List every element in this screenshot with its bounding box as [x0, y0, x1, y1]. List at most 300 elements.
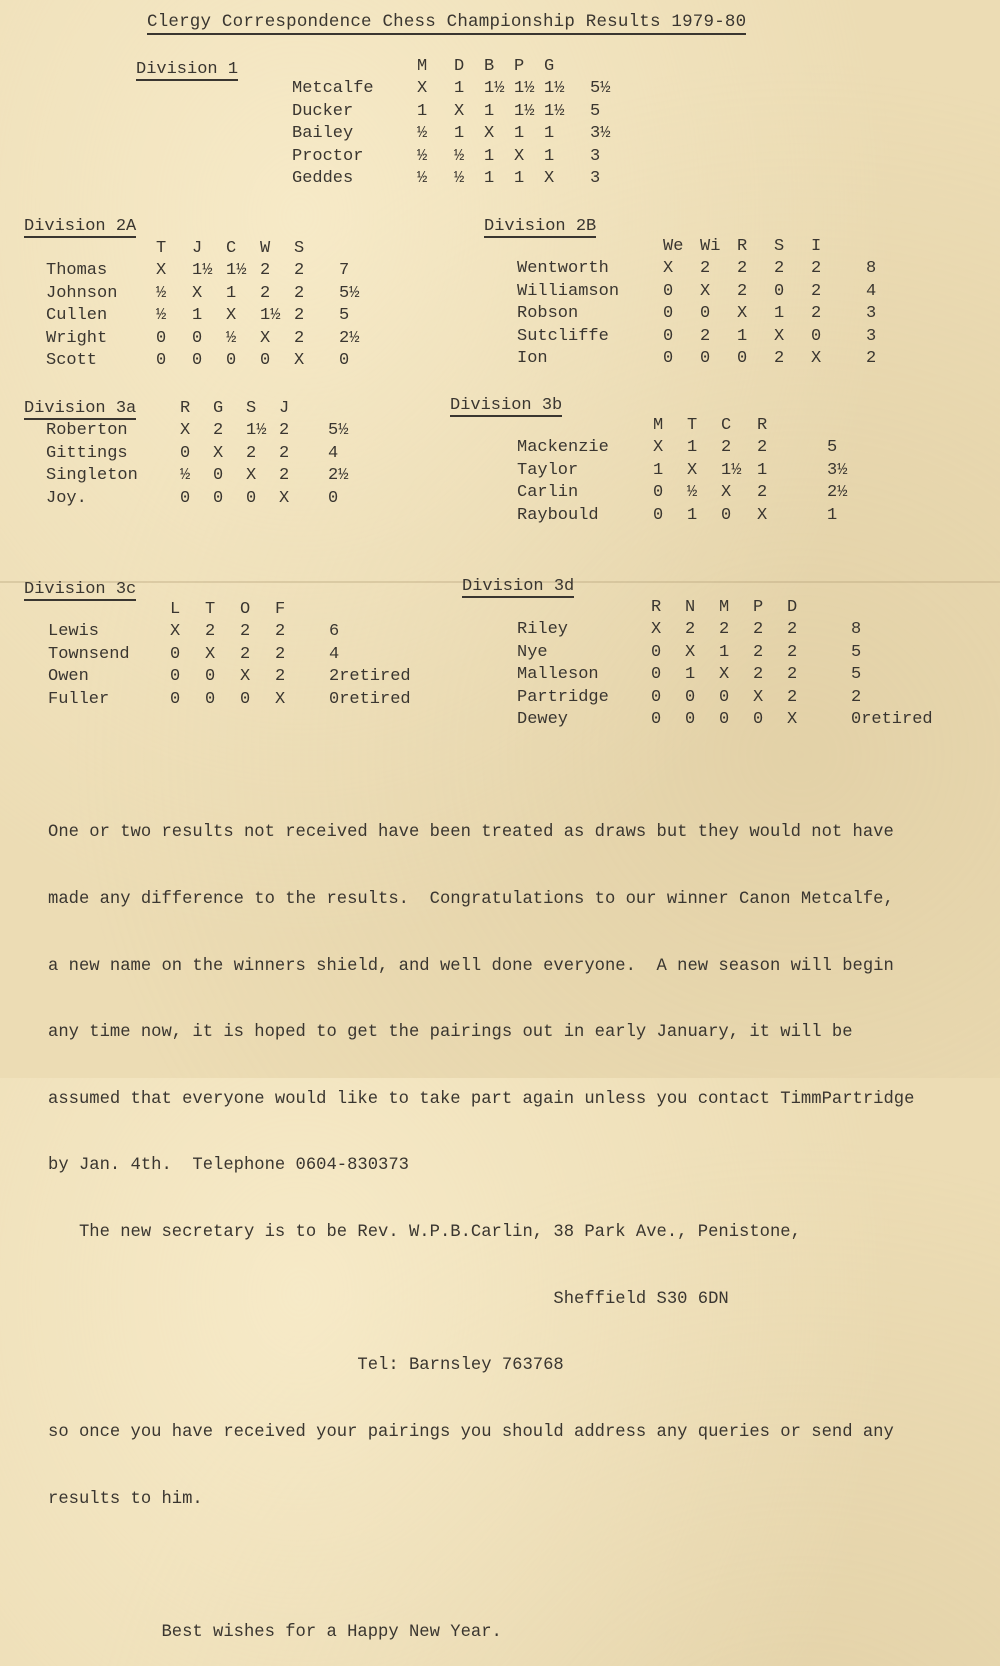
total-score: 5½	[590, 79, 611, 99]
column-header: C	[226, 239, 237, 258]
total-score: 5	[827, 438, 838, 458]
total-score: 3½	[590, 124, 611, 144]
score-cell: X	[811, 349, 822, 369]
score-cell: 1	[514, 169, 525, 189]
score-cell: 0	[180, 488, 191, 508]
total-score: 2	[329, 667, 340, 687]
total-score: 7	[339, 261, 350, 281]
score-cell: 1	[737, 326, 748, 346]
division-3b-heading: Division 3b	[450, 396, 563, 415]
score-cell: 2	[240, 644, 251, 664]
total-score: 0	[851, 710, 862, 730]
score-cell: 0	[721, 505, 732, 525]
score-cell: X	[787, 710, 798, 730]
score-cell: 2	[753, 665, 764, 685]
score-cell: 2	[774, 259, 785, 279]
closing-line: a new name on the winners shield, and well done everyone. A new season will begin	[48, 956, 894, 976]
player-row	[46, 465, 348, 487]
column-header: We	[663, 237, 684, 256]
player-row	[517, 437, 847, 459]
score-cell: 1	[757, 460, 768, 480]
score-cell: X	[226, 306, 237, 326]
closing-line: Sheffield S30 6DN	[48, 1289, 729, 1309]
division-3a-heading: Division 3a	[24, 399, 137, 418]
score-cell: X	[170, 622, 181, 642]
player-name: Proctor	[292, 146, 364, 166]
status-note	[861, 687, 932, 709]
score-cell: X	[484, 124, 495, 144]
player-name: Wright	[46, 328, 108, 348]
total-score: 8	[866, 259, 877, 279]
score-cell: 0	[811, 326, 822, 346]
score-cell: 2	[685, 620, 696, 640]
score-cell: X	[454, 101, 465, 121]
score-cell: 0	[653, 505, 664, 525]
score-cell: 1½	[514, 79, 535, 99]
total-score: 2	[866, 349, 877, 369]
player-name: Mackenzie	[517, 438, 609, 458]
score-cell: ½	[226, 328, 237, 348]
score-cell: 0	[226, 351, 237, 371]
score-cell: ½	[417, 169, 428, 189]
player-name: Geddes	[292, 169, 354, 189]
total-score: 5½	[339, 283, 360, 303]
score-cell: 2	[279, 421, 290, 441]
score-cell: 1½	[192, 261, 213, 281]
status-note	[339, 644, 410, 666]
score-cell: ½	[180, 466, 191, 486]
score-cell: 0	[156, 328, 167, 348]
score-cell: 2	[811, 259, 822, 279]
score-cell: 2	[787, 620, 798, 640]
score-cell: X	[753, 687, 764, 707]
total-score: 3	[866, 326, 877, 346]
score-cell: 1	[719, 642, 730, 662]
column-header: S	[774, 237, 785, 256]
score-cell: X	[687, 460, 698, 480]
score-cell: 0	[663, 349, 674, 369]
score-cell: 0	[663, 304, 674, 324]
score-cell: 1	[687, 505, 698, 525]
score-cell: 0	[753, 710, 764, 730]
score-cell: 1	[454, 124, 465, 144]
score-cell: 1	[484, 101, 495, 121]
player-row	[517, 326, 876, 348]
score-cell: 0	[180, 443, 191, 463]
score-cell: 0	[170, 644, 181, 664]
score-cell: 0	[653, 483, 664, 503]
score-cell: 2	[275, 622, 286, 642]
player-row	[46, 283, 359, 305]
total-score: 0	[339, 351, 350, 371]
score-cell: 0	[700, 304, 711, 324]
score-cell: 1	[514, 124, 525, 144]
score-cell: 0	[685, 687, 696, 707]
player-name: Carlin	[517, 483, 579, 503]
player-row	[517, 281, 876, 303]
score-cell: 0	[685, 710, 696, 730]
score-cell: 2	[757, 483, 768, 503]
score-cell: 0	[170, 689, 181, 709]
score-cell: 0	[192, 328, 203, 348]
player-row	[292, 123, 610, 145]
score-cell: X	[294, 351, 305, 371]
score-cell: 0	[663, 281, 674, 301]
player-row	[46, 260, 359, 282]
total-score: 5	[590, 101, 601, 121]
player-name: Robson	[517, 304, 579, 324]
player-row	[46, 350, 359, 372]
closing-line: by Jan. 4th. Telephone 0604-830373	[48, 1156, 409, 1176]
column-header: T	[205, 600, 216, 619]
score-cell: 2	[240, 622, 251, 642]
score-cell: 1	[484, 169, 495, 189]
player-name: Townsend	[48, 644, 130, 664]
score-cell: 2	[279, 466, 290, 486]
score-cell: 2	[774, 349, 785, 369]
player-row	[517, 460, 847, 482]
closing-line: results to him.	[48, 1489, 203, 1509]
score-cell: 2	[700, 259, 711, 279]
score-cell: 0	[719, 710, 730, 730]
closing-line: so once you have received your pairings you should address any queries or send any	[48, 1422, 894, 1442]
player-row	[517, 258, 876, 280]
score-cell: X	[213, 443, 224, 463]
player-row	[517, 642, 933, 664]
score-cell: ½	[417, 124, 428, 144]
score-cell: 2	[275, 667, 286, 687]
total-score: 4	[866, 281, 877, 301]
score-cell: 0	[774, 281, 785, 301]
status-note: retired	[861, 710, 933, 730]
column-header: R	[757, 416, 768, 435]
score-cell: 2	[294, 283, 305, 303]
player-name: Owen	[48, 667, 89, 687]
total-score: 2	[851, 687, 862, 707]
player-row	[292, 168, 610, 190]
score-cell: X	[757, 505, 768, 525]
player-row	[517, 687, 933, 709]
score-cell: X	[180, 421, 191, 441]
score-cell: 1	[687, 438, 698, 458]
score-cell: 0	[651, 642, 662, 662]
header-spacer	[292, 56, 417, 78]
score-cell: 2	[260, 283, 271, 303]
player-name: Joy.	[46, 488, 87, 508]
score-cell: 0	[192, 351, 203, 371]
player-name: Dewey	[517, 710, 569, 730]
header-spacer	[517, 415, 653, 437]
header-spacer	[46, 398, 180, 420]
score-cell: 2	[294, 306, 305, 326]
column-header: M	[719, 598, 730, 617]
score-cell: X	[156, 261, 167, 281]
column-header: J	[279, 399, 290, 418]
score-cell: 0	[240, 689, 251, 709]
column-header: Wi	[700, 237, 721, 256]
column-header: T	[687, 416, 698, 435]
score-cell: 2	[811, 281, 822, 301]
total-score: 5	[851, 642, 862, 662]
score-cell: 1	[544, 146, 555, 166]
division-3a-table	[46, 398, 348, 510]
player-name: Malleson	[517, 665, 599, 685]
score-cell: ½	[687, 483, 698, 503]
column-header-row	[517, 597, 933, 619]
score-cell: ½	[156, 283, 167, 303]
score-cell: 1	[544, 124, 555, 144]
division-2a-heading: Division 2A	[24, 217, 137, 236]
column-header-row	[46, 398, 348, 420]
score-cell: 2	[205, 622, 216, 642]
player-name: Williamson	[517, 281, 620, 301]
column-header: W	[260, 239, 271, 258]
score-cell: 1	[417, 101, 428, 121]
player-row	[48, 621, 411, 643]
total-score: 1	[827, 505, 838, 525]
score-cell: 0	[719, 687, 730, 707]
player-row	[46, 305, 359, 327]
division-3b-table	[517, 415, 847, 527]
player-name: Singleton	[46, 466, 138, 486]
score-cell: 1	[226, 283, 237, 303]
score-cell: 0	[156, 351, 167, 371]
player-row	[48, 689, 411, 711]
player-row	[517, 619, 933, 641]
total-score: 3	[590, 146, 601, 166]
score-cell: 0	[651, 710, 662, 730]
division-3c-table	[48, 599, 411, 711]
player-name: Metcalfe	[292, 79, 374, 99]
column-header: G	[544, 57, 555, 76]
division-1-heading: Division 1	[136, 60, 239, 79]
score-cell: 2	[260, 261, 271, 281]
score-cell: 1½	[721, 460, 742, 480]
player-row	[517, 303, 876, 325]
score-cell: X	[246, 466, 257, 486]
score-cell: 0	[213, 488, 224, 508]
total-score: 4	[329, 644, 340, 664]
player-name: Thomas	[46, 261, 108, 281]
player-name: Wentworth	[517, 259, 609, 279]
total-score: 3	[590, 169, 601, 189]
player-name: Scott	[46, 351, 98, 371]
header-spacer	[48, 599, 170, 621]
score-cell: 0	[700, 349, 711, 369]
score-cell: 2	[294, 261, 305, 281]
status-note	[861, 642, 932, 664]
column-header: G	[213, 399, 224, 418]
closing-line: Tel: Barnsley 763768	[48, 1356, 564, 1376]
division-3d-heading: Division 3d	[462, 577, 575, 596]
player-row	[517, 709, 933, 731]
score-cell: X	[685, 642, 696, 662]
score-cell: X	[719, 665, 730, 685]
total-score: 3	[866, 304, 877, 324]
column-header: L	[170, 600, 181, 619]
score-cell: 0	[246, 488, 257, 508]
status-note: retired	[339, 667, 411, 687]
player-name: Partridge	[517, 687, 609, 707]
score-cell: 2	[787, 642, 798, 662]
column-header-row	[517, 236, 876, 258]
division-2a-table	[46, 238, 359, 372]
score-cell: 2	[787, 687, 798, 707]
total-score: 3½	[827, 460, 848, 480]
score-cell: ½	[417, 146, 428, 166]
score-cell: 0	[205, 667, 216, 687]
player-name: Johnson	[46, 283, 118, 303]
player-row	[517, 505, 847, 527]
status-note	[861, 619, 932, 641]
player-row	[46, 443, 348, 465]
closing-paragraph	[48, 778, 914, 1666]
player-name: Fuller	[48, 689, 110, 709]
closing-line: made any difference to the results. Congratulations to our winner Canon Metcalfe,	[48, 890, 894, 910]
score-cell: 0	[213, 466, 224, 486]
column-header: N	[685, 598, 696, 617]
document-title: Clergy Correspondence Chess Championship Results 1979-80	[147, 12, 746, 35]
score-cell: 1½	[226, 261, 247, 281]
column-header: O	[240, 600, 251, 619]
score-cell: X	[192, 283, 203, 303]
column-header: T	[156, 239, 167, 258]
player-name: Nye	[517, 642, 548, 662]
score-cell: 1½	[544, 79, 565, 99]
total-score: 0	[329, 689, 340, 709]
player-row	[517, 482, 847, 504]
score-cell: X	[260, 328, 271, 348]
total-score: 0	[328, 488, 339, 508]
column-header: J	[192, 239, 203, 258]
score-cell: X	[205, 644, 216, 664]
score-cell: X	[721, 483, 732, 503]
score-cell: 1½	[246, 421, 267, 441]
score-cell: X	[544, 169, 555, 189]
player-row	[292, 101, 610, 123]
column-header-row	[517, 415, 847, 437]
score-cell: 2	[721, 438, 732, 458]
score-cell: ½	[454, 146, 465, 166]
score-cell: X	[275, 689, 286, 709]
score-cell: 0	[663, 326, 674, 346]
score-cell: 1½	[544, 101, 565, 121]
division-2b-table	[517, 236, 876, 370]
closing-line	[48, 1555, 914, 1577]
score-cell: 0	[260, 351, 271, 371]
score-cell: X	[700, 281, 711, 301]
column-header: P	[514, 57, 525, 76]
score-cell: ½	[454, 169, 465, 189]
player-name: Sutcliffe	[517, 326, 609, 346]
header-spacer	[517, 597, 651, 619]
score-cell: 1	[454, 79, 465, 99]
score-cell: X	[774, 326, 785, 346]
score-cell: 0	[651, 687, 662, 707]
player-name: Roberton	[46, 421, 128, 441]
column-header: C	[721, 416, 732, 435]
player-name: Lewis	[48, 622, 100, 642]
closing-line: Best wishes for a Happy New Year.	[48, 1622, 502, 1642]
closing-line: any time now, it is hoped to get the pairings out in early January, it will be	[48, 1023, 853, 1043]
player-row	[292, 78, 610, 100]
closing-line: One or two results not received have been treated as draws but they would not have	[48, 823, 894, 843]
score-cell: 2	[737, 259, 748, 279]
score-cell: 2	[753, 642, 764, 662]
score-cell: 1½	[484, 79, 505, 99]
score-cell: 2	[294, 328, 305, 348]
player-name: Gittings	[46, 443, 128, 463]
player-row	[46, 420, 348, 442]
player-name: Ducker	[292, 101, 354, 121]
division-3c-heading: Division 3c	[24, 580, 137, 599]
player-row	[517, 348, 876, 370]
total-score: 2½	[339, 328, 360, 348]
score-cell: X	[417, 79, 428, 99]
player-row	[48, 644, 411, 666]
column-header: M	[417, 57, 428, 76]
column-header: R	[737, 237, 748, 256]
player-row	[292, 146, 610, 168]
score-cell: 0	[205, 689, 216, 709]
score-cell: 2	[275, 644, 286, 664]
column-header-row	[292, 56, 610, 78]
score-cell: X	[279, 488, 290, 508]
column-header: P	[753, 598, 764, 617]
total-score: 8	[851, 620, 862, 640]
score-cell: 2	[719, 620, 730, 640]
score-cell: ½	[156, 306, 167, 326]
header-spacer	[46, 238, 156, 260]
division-2b-heading: Division 2B	[484, 217, 597, 236]
score-cell: 1	[685, 665, 696, 685]
score-cell: 2	[757, 438, 768, 458]
score-cell: 0	[737, 349, 748, 369]
division-1-table	[292, 56, 610, 190]
score-cell: 2	[700, 326, 711, 346]
score-cell: 1	[774, 304, 785, 324]
division-3d-table	[517, 597, 933, 731]
player-name: Bailey	[292, 124, 354, 144]
player-row	[46, 328, 359, 350]
column-header: M	[653, 416, 664, 435]
column-header: S	[294, 239, 305, 258]
closing-line: The new secretary is to be Rev. W.P.B.Carlin, 38 Park Ave., Penistone,	[48, 1223, 801, 1243]
score-cell: 2	[811, 304, 822, 324]
score-cell: 1	[653, 460, 664, 480]
score-cell: X	[663, 259, 674, 279]
score-cell: 0	[651, 665, 662, 685]
score-cell: 2	[279, 443, 290, 463]
score-cell: X	[651, 620, 662, 640]
closing-line: assumed that everyone would like to take part again unless you contact TimmPartridge	[48, 1089, 915, 1109]
total-score: 5½	[328, 421, 349, 441]
column-header: I	[811, 237, 822, 256]
header-spacer	[517, 236, 663, 258]
column-header: S	[246, 399, 257, 418]
column-header-row	[48, 599, 411, 621]
score-cell: 2	[753, 620, 764, 640]
total-score: 5	[851, 665, 862, 685]
player-row	[48, 666, 411, 688]
score-cell: 2	[246, 443, 257, 463]
player-name: Ion	[517, 349, 548, 369]
player-row	[46, 488, 348, 510]
score-cell: 1	[484, 146, 495, 166]
score-cell: X	[653, 438, 664, 458]
total-score: 2½	[827, 483, 848, 503]
column-header: D	[454, 57, 465, 76]
